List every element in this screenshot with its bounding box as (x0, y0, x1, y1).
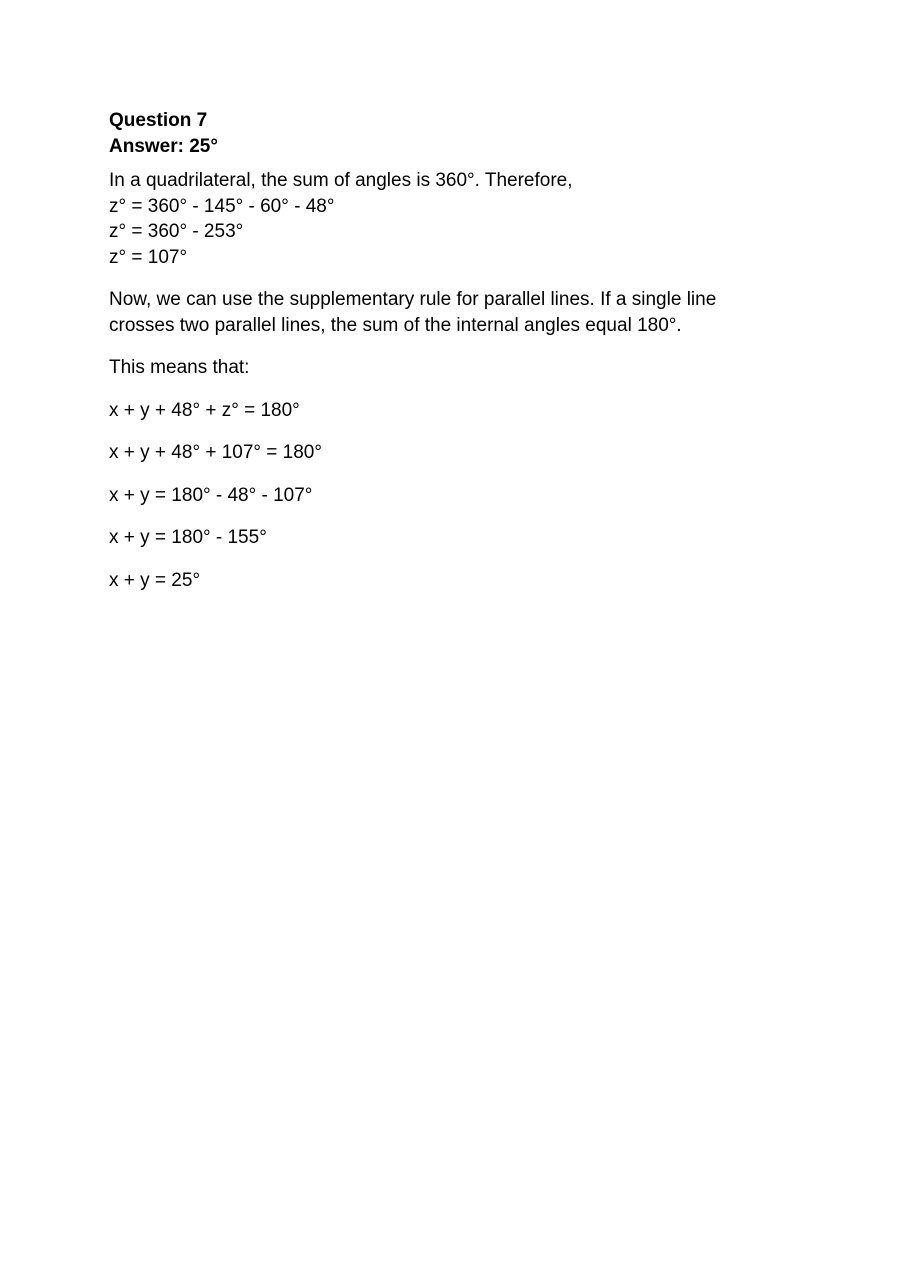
question-title: Question 7 (109, 110, 208, 131)
equation-line: x + y = 180° - 48° - 107° (109, 484, 313, 506)
rule-text-line: Now, we can use the supplementary rule for parallel lines. If a single line (109, 289, 717, 310)
means-text: This means that: (109, 357, 250, 378)
equation-line: x + y = 25° (109, 569, 201, 591)
rule-paragraph (109, 287, 799, 338)
equation-line: x + y + 48° + z° = 180° (109, 399, 300, 421)
rule-text-line: crosses two parallel lines, the sum of the internal angles equal 180°. (109, 314, 682, 336)
equation-line: x + y = 180° - 155° (109, 527, 267, 548)
answer-heading: Answer: 25° (109, 135, 218, 157)
z-step: z° = 360° - 145° - 60° - 48° (109, 195, 335, 217)
solution-content (109, 108, 799, 593)
quadrilateral-paragraph (109, 168, 799, 270)
z-step: z° = 360° - 253° (109, 221, 244, 242)
z-step: z° = 107° (109, 246, 188, 268)
equation-line: x + y + 48° + 107° = 180° (109, 442, 322, 463)
intro-text: In a quadrilateral, the sum of angles is 360°. Therefore, (109, 170, 573, 191)
